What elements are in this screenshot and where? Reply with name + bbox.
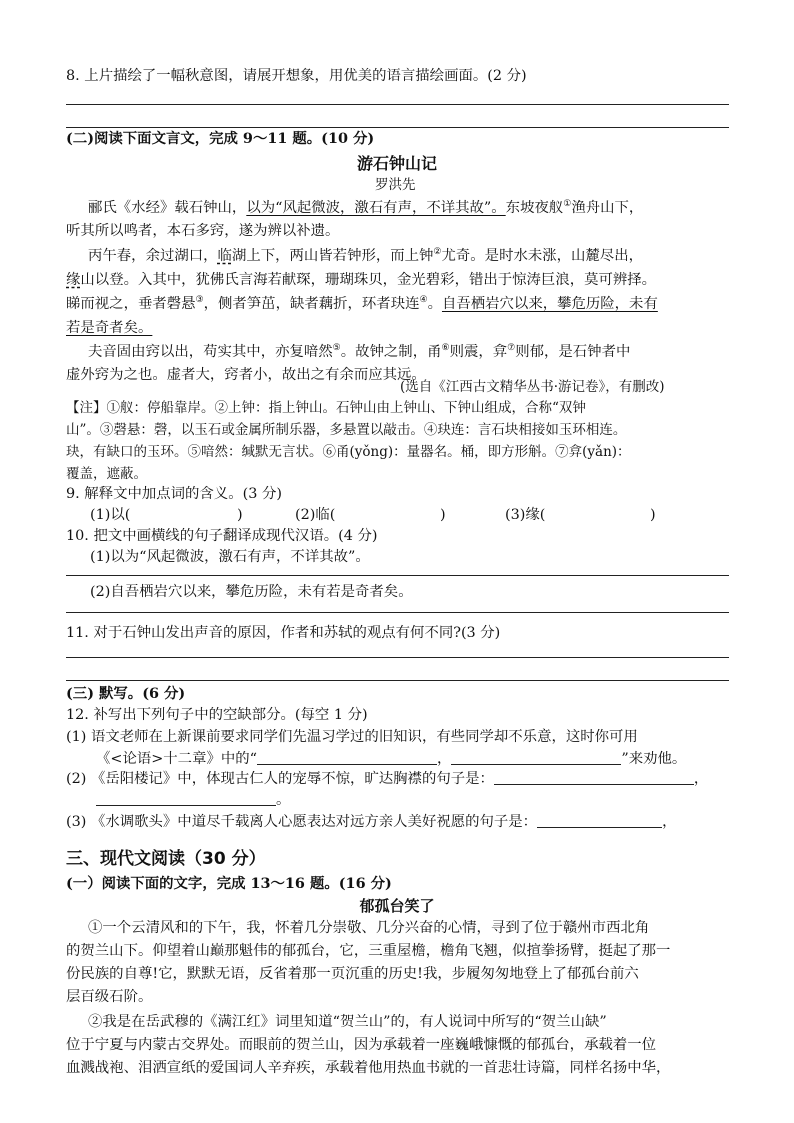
section-heading: (三) 默写。(6 分) <box>66 685 186 702</box>
essay-line: 缘山以登。入其中，犹佛氏言海若献琛，珊瑚珠贝，金光碧彩，错出于惊涛巨浪，莫可辨择。 <box>66 272 657 288</box>
q12-text: 12. 补写出下列句子中的空缺部分。(每空 1 分) <box>66 707 368 723</box>
sub-heading: (一）阅读下面的文字，完成 13～16 题。(16 分) <box>66 875 392 892</box>
footnote-line: 山”。③磬悬：磬，以玉石或金属所制乐器，多悬置以敲击。④玦连：言石块相接如玉环相连。 <box>66 422 627 438</box>
answer-line <box>66 680 729 681</box>
article-line: ②我是在岳武穆的《满江红》词里知道“贺兰山”的，有人说词中所写的“贺兰山缺” <box>88 1014 607 1030</box>
footnote-line: 覆盖，遮蔽。 <box>66 466 147 482</box>
fill-blank[interactable] <box>257 750 437 765</box>
essay-title: 游石钟山记 <box>356 154 437 173</box>
footnote-line: 玦，有缺口的玉环。⑤喑然：缄默无言状。⑥甬(yǒng)：量器名。桶，即方形斛。⑦弇(yǎn)： <box>66 444 631 460</box>
essay-source: (选自《江西古文精华丛书·游记卷》，有删改) <box>400 379 665 395</box>
answer-line <box>66 127 729 128</box>
q12-item-2: (2) 《岳阳楼记》中，体现古仁人的宠辱不惊，旷达胸襟的句子是： ， <box>66 771 709 787</box>
article-line: 位于宁夏与内蒙古交界处。而眼前的贺兰山，因为承载着一座巍峨慷慨的郁孤台，承载着一位 <box>66 1037 657 1053</box>
essay-line: 睇而视之，垂者磬悬③，侧者笋茁，缺者藕折，环者玦连④。自吾栖岩穴以来，攀危历险，未有 <box>66 295 658 312</box>
q9-item-1: (1)以( <box>90 507 131 523</box>
q9-close-paren: ) <box>440 507 446 523</box>
footnote-line: 【注】①舣：停船靠岸。②上钟：指上钟山。石钟山由上钟山、下钟山组成，合称“双钟 <box>66 400 586 416</box>
answer-line <box>66 575 729 576</box>
article-title: 郁孤台笑了 <box>359 897 435 915</box>
article-line: 份民族的自尊!它，默默无语，反省着那一页沉重的历史!我，步履匆匆地登上了郁孤台前六 <box>66 966 639 982</box>
dotted-word: 临 <box>217 248 232 264</box>
underlined-sentence: 以为“风起微波，激石有声，不详其故”。 <box>246 200 506 216</box>
q8-text: 8. 上片描绘了一幅秋意图，请展开想象，用优美的语言描绘画面。(2 分) <box>66 68 527 84</box>
q10-sentence-1: (1)以为“风起微波，激石有声，不详其故”。 <box>90 549 370 565</box>
essay-line: 虚外窍为之也。虚者大，窍者小，故出之有余而应其远。 <box>66 367 426 383</box>
section-heading: (二)阅读下面文言文，完成 9～11 题。(10 分) <box>66 130 375 147</box>
q9-close-paren: ) <box>237 507 243 523</box>
answer-line <box>66 657 729 658</box>
article-line: 血溅战袍、泪洒宣纸的爱国词人辛弃疾，承载着他用热血书就的一首悲壮诗篇，同样名扬中华， <box>66 1060 671 1076</box>
q9-text: 9. 解释文中加点词的含义。(3 分) <box>66 486 282 502</box>
q10-text: 10. 把文中画横线的句子翻译成现代汉语。(4 分) <box>66 528 378 544</box>
q12-item-2-cont: 。 <box>96 790 290 810</box>
q9-item-2: (2)临( <box>295 507 336 523</box>
underlined-sentence: 若是奇者矣。 <box>66 320 153 336</box>
essay-paragraph: 夫音固由窍以出，苟实其中，亦复喑然⑤。故钟之制，甬⑥则震，弇⑦则郁，是石钟者中 <box>88 343 631 360</box>
q9-close-paren: ) <box>650 507 656 523</box>
q10-sentence-2: (2)自吾栖岩穴以来，攀危历险，未有若是奇者矣。 <box>90 584 413 600</box>
q12-item-3: (3) 《水调歌头》中道尽千载离人心愿表达对远方亲人美好祝愿的句子是： ， <box>66 814 677 830</box>
article-line: 的贺兰山下。仰望着山巅那魁伟的郁孤台，它，三重屋檐，檐角飞翘，似揎拳扬臂，挺起了那一 <box>66 943 671 959</box>
fill-blank[interactable] <box>494 770 694 785</box>
q12-item-1-fill: 《<论语>十二章》中的“ ， ”来劝他。 <box>96 751 687 767</box>
q11-text: 11. 对于石钟山发出声音的原因，作者和苏轼的观点有何不同?(3 分) <box>66 625 501 641</box>
q9-item-3: (3)缘( <box>505 507 546 523</box>
fill-blank[interactable] <box>451 750 621 765</box>
article-line: ①一个云清风和的下午，我，怀着几分崇敬、几分兴奋的心情，寻到了位于赣州市西北角 <box>88 920 650 936</box>
essay-line: 听其所以鸣者，本石多窍，遂为辨以补遗。 <box>66 223 340 239</box>
article-line: 层百级石阶。 <box>66 989 153 1005</box>
fill-blank[interactable] <box>537 813 662 828</box>
essay-line <box>66 318 152 338</box>
answer-line <box>66 612 729 613</box>
essay-paragraph: 郦氏《水经》载石钟山，以为“风起微波，激石有声，不详其故”。东坡夜舣①渔舟山下， <box>88 199 644 216</box>
fill-blank[interactable] <box>96 791 276 806</box>
answer-line <box>66 104 729 105</box>
essay-paragraph: 丙午春，余过湖口，临湖上下，两山皆若钟形，而上钟②尤奇。是时水未涨，山麓尽出， <box>88 247 643 264</box>
q12-item-1: (1) 语文老师在上新课前要求同学们先温习学过的旧知识，有些同学却不乐意，这时你可用 <box>66 729 638 745</box>
dotted-word: 缘 <box>66 272 81 288</box>
section-heading: 三、现代文阅读（30 分） <box>66 849 266 869</box>
essay-author: 罗洪先 <box>375 177 416 193</box>
underlined-sentence: 自吾栖岩穴以来，攀危历险，未有 <box>441 296 658 312</box>
